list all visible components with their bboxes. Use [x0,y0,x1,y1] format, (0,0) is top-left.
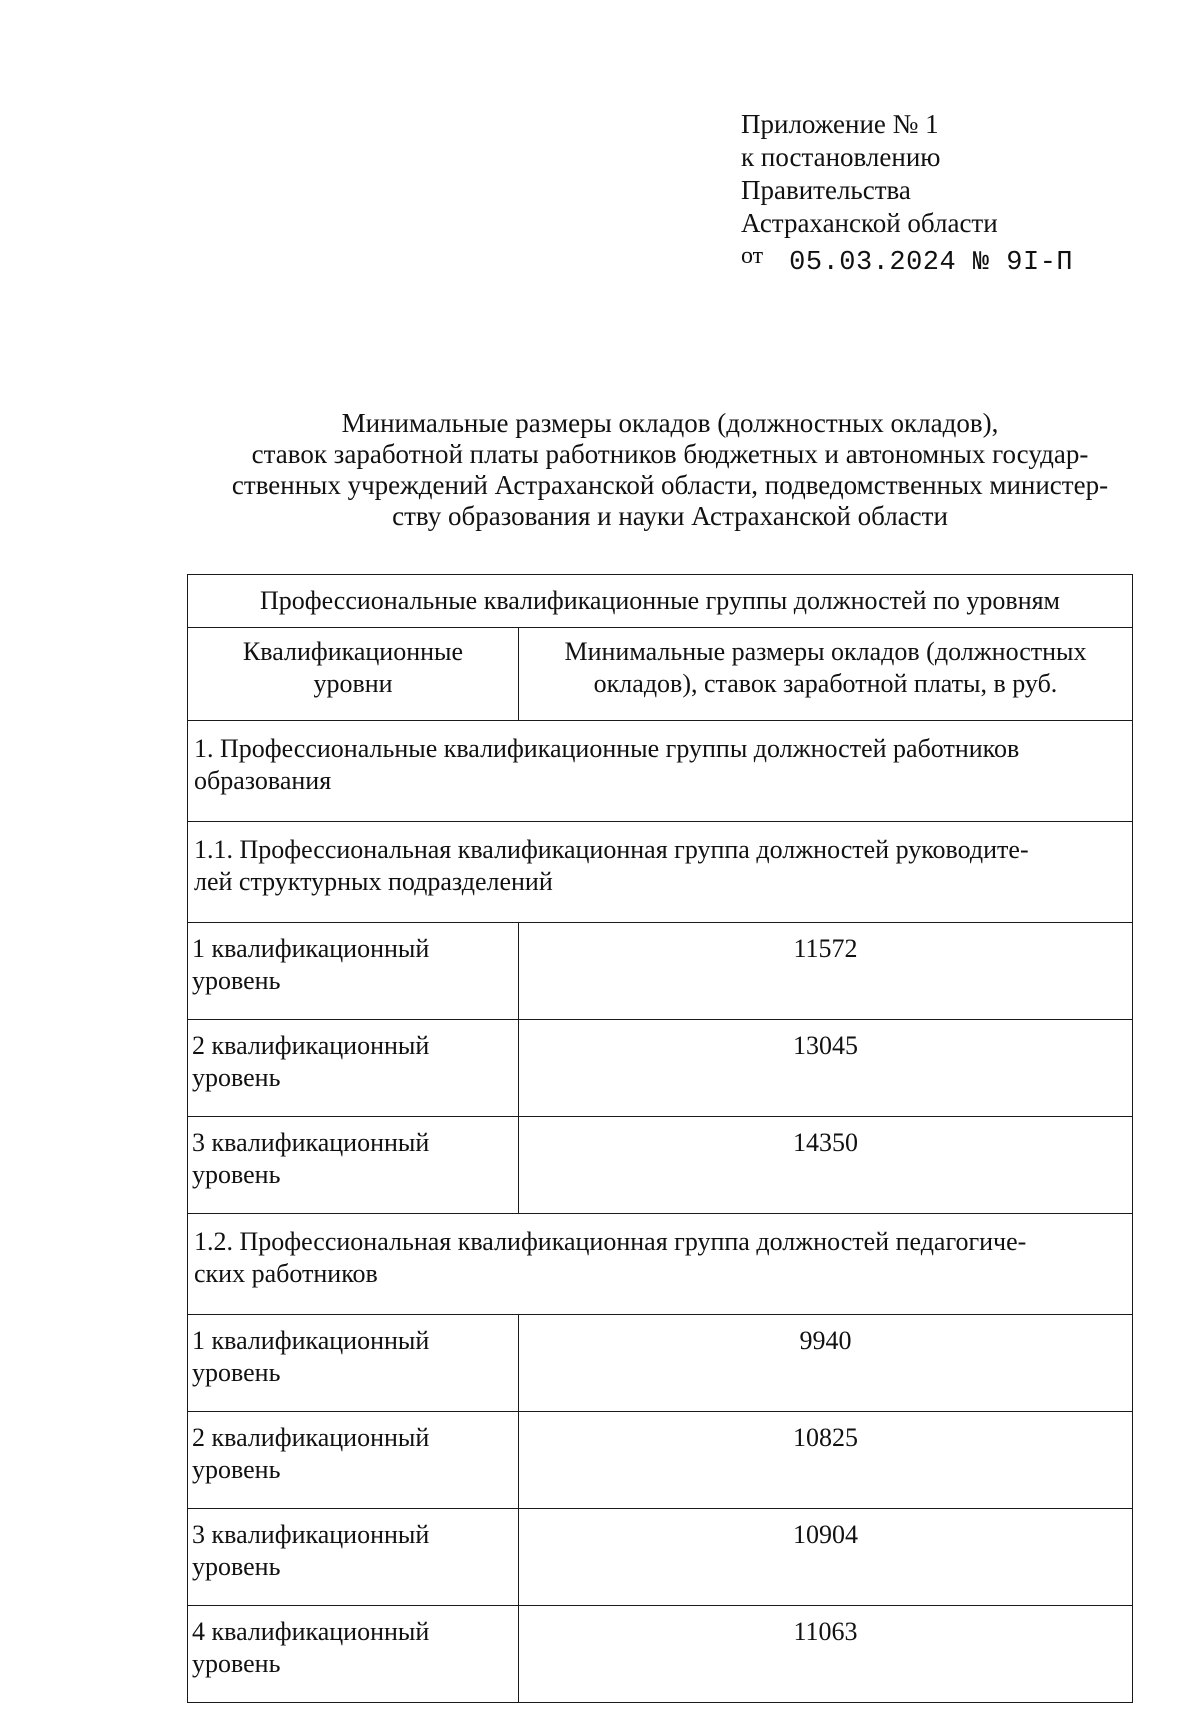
level-cell: 1 квалификационный уровень [188,1315,519,1412]
table-column-header-row [188,628,1133,721]
title-line: ственных учреждений Астраханской области, подведомственных министер- [231,470,1109,500]
salary-value: 11063 [519,1606,1133,1703]
group-title-1-1: 1.1. Профессиональная квалификационная группа должностей руководите- лей структурных подразделений [188,822,1133,923]
section-title: 1. Профессиональные квалификационные группы должностей работников образования [188,721,1133,822]
group-row [188,822,1133,923]
table-row [188,1315,1133,1412]
salary-value: 10825 [519,1412,1133,1509]
appendix-block [741,108,1073,280]
level-cell: 3 квалификационный уровень [188,1509,519,1606]
document-title [200,408,1140,532]
column-header-salary: Минимальные размеры окладов (должностных окладов), ставок заработной платы, в руб. [519,628,1133,721]
level-cell: 2 квалификационный уровень [188,1412,519,1509]
table-row [188,1509,1133,1606]
appendix-number: Приложение № 1 [741,109,939,139]
level-cell: 4 квалификационный уровень [188,1606,519,1703]
salary-value: 13045 [519,1020,1133,1117]
table-row [188,1412,1133,1509]
table-row [188,1606,1133,1703]
group-row [188,1214,1133,1315]
level-cell: 2 квалификационный уровень [188,1020,519,1117]
section-row [188,721,1133,822]
level-cell: 1 квалификационный уровень [188,923,519,1020]
salary-table [187,574,1133,1703]
table-row [188,1117,1133,1214]
table-main-header: Профессиональные квалификационные группы должностей по уровням [188,575,1133,628]
date-prefix: от [741,243,764,269]
table-row [188,1020,1133,1117]
salary-value: 10904 [519,1509,1133,1606]
salary-value: 14350 [519,1117,1133,1214]
appendix-government: Правительства [741,175,911,205]
column-header-levels: Квалификационные уровни [188,628,519,721]
group-title-1-2: 1.2. Профессиональная квалификационная группа должностей педагогиче- ских работников [188,1214,1133,1315]
salary-value: 11572 [519,923,1133,1020]
appendix-resolution: к постановлению [741,142,941,172]
table-header-row [188,575,1133,628]
salary-value: 9940 [519,1315,1133,1412]
title-line: Минимальные размеры окладов (должностных окладов), [341,408,999,438]
date-number-stamp: 05.03.2024 № 9I-П [789,248,1074,278]
title-line: ству образования и науки Астраханской области [392,501,948,531]
appendix-date-row [741,240,1073,280]
table-row [188,923,1133,1020]
title-line: ставок заработной платы работников бюджетных и автономных государ- [251,439,1089,469]
appendix-region: Астраханской области [741,208,998,238]
level-cell: 3 квалификационный уровень [188,1117,519,1214]
